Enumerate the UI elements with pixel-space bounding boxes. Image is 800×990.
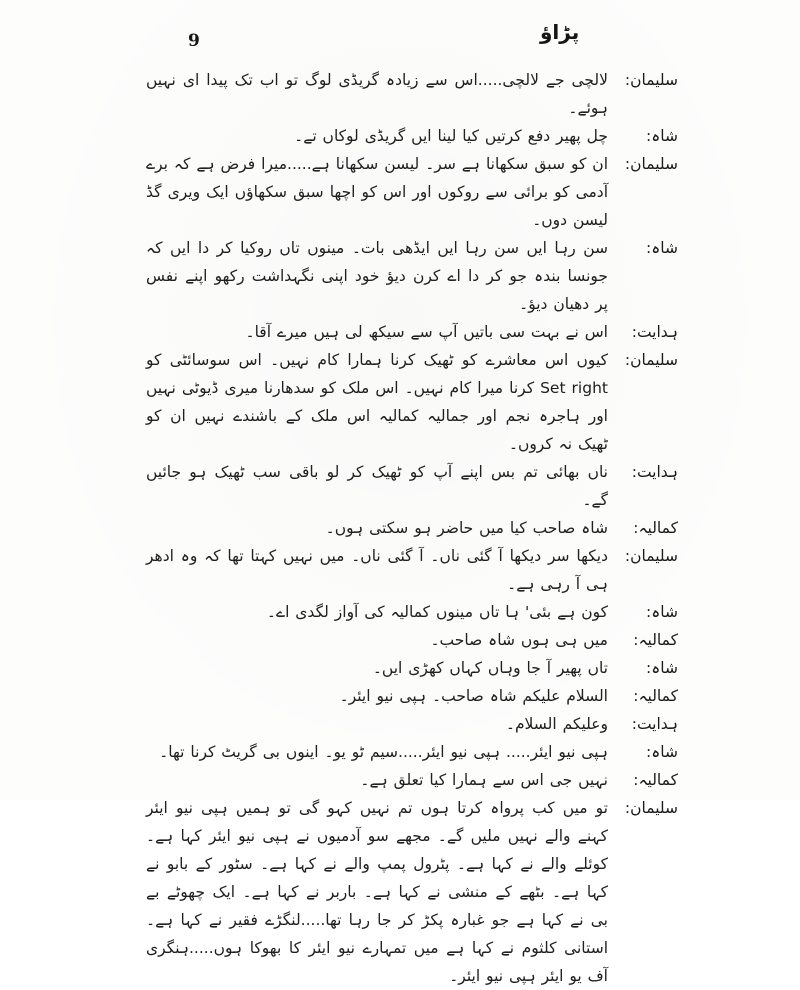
dialogue-entry — [146, 654, 678, 682]
speaker-name: شاہ: — [645, 603, 678, 621]
speaker-name: سلیمان: — [624, 155, 678, 173]
dialogue-text: لالچی جے لالچی.....اس سے زیادہ گریڈی لوگ تو اب تک پیدا ای نہیں ہوئے۔ — [146, 71, 608, 117]
dialogue-text: شاہ صاحب کیا میں حاضر ہو سکتی ہوں۔ — [325, 519, 608, 537]
dialogue-text: کیوں اس معاشرے کو ٹھیک کرنا ہمارا کام نہیں۔ اس سوسائٹی کو Set right کرنا میرا کام نہیں۔ اس ملک کو سدھارنا میری ڈیوٹی نہیں اور ہاجرہ نجم اور جمالیہ کمالیہ اس ملک کے باشندے نہیں ان کو ٹھیک نہ کروں۔ — [146, 351, 608, 453]
speaker-name: کمالیہ: — [633, 631, 678, 649]
dialogue-text: تو میں کب پرواہ کرتا ہوں تم نہیں کہو گی تو ہمیں ہپی نیو ایئر کہنے والے نہیں ملیں گے۔ مجھے سو آدمیوں نے ہپی نیو ایئر کہا ہے۔ کوئلے والے نے کہا ہے۔ پٹرول پمپ والے نے کہا ہے۔ سٹور کے بابو نے کہا ہے۔ بٹھے کے منشی نے کہا ہے۔ باربر نے کہا ہے۔ ایک چھوٹے بے بی نے کہا ہے جو غبارہ پکڑ کر جا رہا تھا.....لنگڑے فقیر نے کہا ہے۔ استانی کلثوم نے کہا ہے میں تمہارے نیو ایئر کا بھوکا ہوں.....ہنگری آف یو ایئر ہپی نیو ایئر۔ — [146, 799, 608, 985]
dialogue-entry — [146, 66, 678, 122]
speaker-name: کمالیہ: — [633, 519, 678, 537]
dialogue-text: نہیں جی اس سے ہمارا کیا تعلق ہے۔ — [360, 771, 608, 789]
dialogue-entry — [146, 626, 678, 654]
dialogue-text: ناں بھائی تم بس اپنے آپ کو ٹھیک کر لو باقی سب ٹھیک ہو جائیں گے۔ — [146, 463, 608, 509]
dialogue-text: اس نے بہت سی باتیں آپ سے سیکھ لی ہیں میرے آقا۔ — [245, 323, 608, 341]
speaker-name: ہدایت: — [631, 463, 678, 481]
dialogue-entry — [146, 682, 678, 710]
dialogue-text: تاں پھیر آ جا وہاں کہاں کھڑی ایں۔ — [372, 659, 608, 677]
dialogue-entry — [146, 542, 678, 598]
speaker-name: شاہ: — [645, 743, 678, 761]
dialogue-entry — [146, 766, 678, 794]
speaker-name: کمالیہ: — [633, 687, 678, 705]
page-number: 9 — [188, 31, 200, 51]
speaker-name: شاہ: — [645, 127, 678, 145]
dialogue-entry — [146, 738, 678, 766]
speaker-name: سلیمان: — [624, 547, 678, 565]
speaker-name: شاہ: — [645, 659, 678, 677]
dialogue-entry — [146, 318, 678, 346]
dialogue-text: کون ہے بئی' ہا تاں مینوں کمالیہ کی آواز لگدی اے۔ — [266, 603, 608, 621]
dialogue-entry — [146, 598, 678, 626]
speaker-name: سلیمان: — [624, 71, 678, 89]
dialogue-text: دیکھا سر دیکھا آ گئی ناں۔ آ گئی ناں۔ میں نہیں کہتا تھا کہ وہ ادھر ہی آ رہی ہے۔ — [146, 547, 608, 593]
speaker-name: سلیمان: — [624, 799, 678, 817]
dialogue-text: وعلیکم السلام۔ — [505, 715, 608, 733]
dialogue-entry — [146, 794, 678, 990]
dialogue-text: السلام علیکم شاہ صاحب۔ ہپی نیو ایئر۔ — [339, 687, 608, 705]
dialogue-entry — [146, 150, 678, 234]
dialogue-text: ہپی نیو ایئر..... ہپی نیو ایئر.....سیم ٹو یو۔ اینوں بی گریٹ کرنا تھا۔ — [159, 743, 608, 761]
book-title: پڑاؤ — [540, 20, 580, 44]
dialogue-list — [146, 66, 678, 990]
dialogue-text: سن رہا ایں سن رہا ایں ایڈھی بات۔ مینوں تاں روکیا کر دا ایں کہ جونسا بندہ جو کر دا اے کرن دیؤ خود اپنی نگہداشت رکھو اپنے نفس پر دھیان دیؤ۔ — [146, 239, 608, 313]
dialogue-text: ان کو سبق سکھانا ہے سر۔ لیسن سکھانا ہے.....میرا فرض ہے کہ برے آدمی کو برائی سے روکوں اور اس کو اچھا سبق سکھاؤں ایک ویری گڈ لیسن دوں۔ — [146, 155, 608, 229]
dialogue-entry — [146, 458, 678, 514]
speaker-name: شاہ: — [645, 239, 678, 257]
dialogue-text: میں ہی ہوں شاہ صاحب۔ — [430, 631, 608, 649]
speaker-name: ہدایت: — [631, 715, 678, 733]
speaker-name: ہدایت: — [631, 323, 678, 341]
dialogue-entry — [146, 710, 678, 738]
speaker-name: کمالیہ: — [633, 771, 678, 789]
speaker-name: سلیمان: — [624, 351, 678, 369]
dialogue-text: چل پھیر دفع کرتیں کیا لینا ایں گریڈی لوکاں تے۔ — [294, 127, 608, 145]
dialogue-entry — [146, 122, 678, 150]
page-header — [0, 0, 800, 60]
dialogue-entry — [146, 346, 678, 458]
dialogue-entry — [146, 514, 678, 542]
dialogue-entry — [146, 234, 678, 318]
